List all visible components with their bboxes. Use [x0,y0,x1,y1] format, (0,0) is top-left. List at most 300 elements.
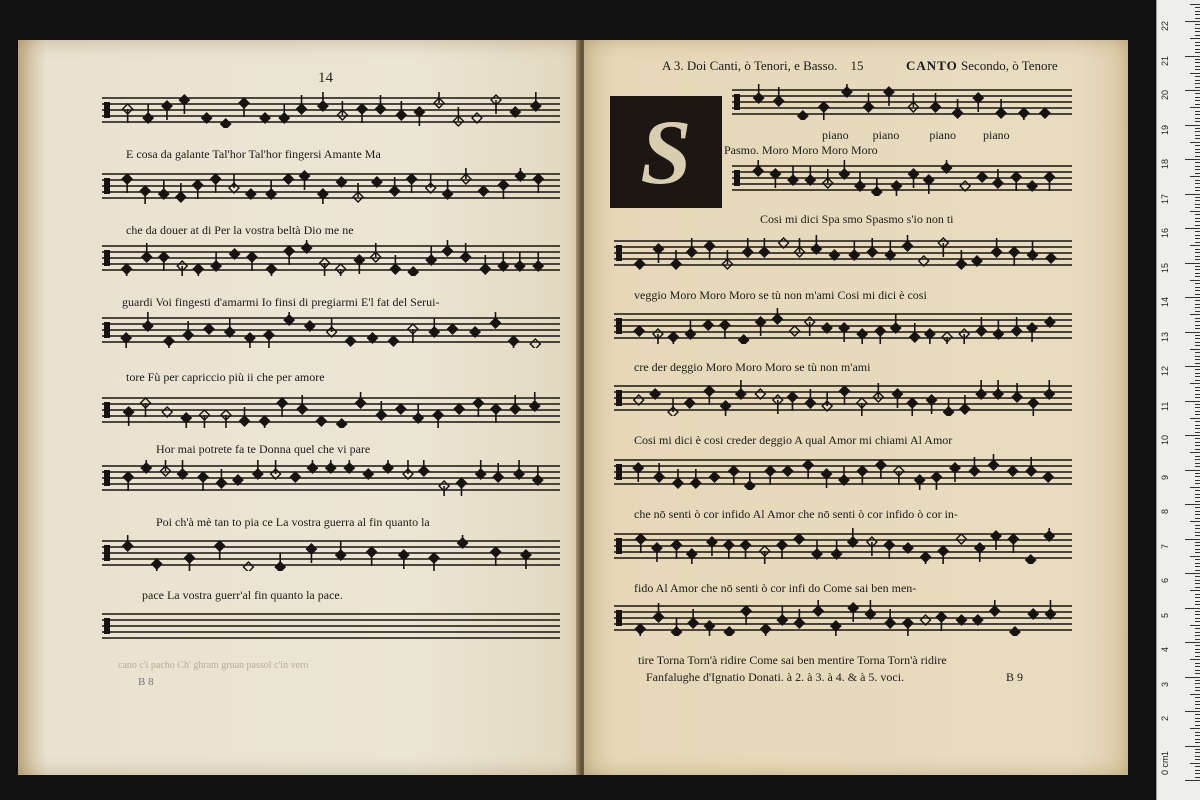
note-icon [473,398,483,417]
note-icon [754,84,764,103]
note-icon [921,552,931,564]
ruler-number: 17 [1160,193,1170,204]
ruler-tick [1195,614,1200,615]
note-icon [356,392,366,408]
note-icon [736,380,746,399]
ruler-tick [1190,142,1200,143]
ruler-tick [1185,746,1200,747]
ruler-tick [1195,356,1200,357]
ruler-tick [1195,456,1200,457]
clef-icon [104,322,110,338]
staff-1 [102,92,560,128]
note-icon [741,606,751,625]
ruler-tick [1195,266,1200,267]
note-icon [284,246,294,265]
ruler-tick [1185,539,1200,540]
ruler-tick [1195,618,1200,619]
note-icon [839,466,849,485]
ruler-tick [1195,549,1200,550]
ruler-tick [1195,152,1200,153]
note-icon [993,320,1003,339]
ruler-tick [1195,545,1200,546]
staff-r1 [732,84,1072,120]
note-icon [509,336,519,348]
lyric-line-4: tore Fù per capriccio più ii che per amore [126,370,325,384]
lyric-line-2: che da douer at di Per la vostra beltà Dio me ne [126,223,354,237]
ruler-tick [1195,45,1200,46]
note-icon [515,252,525,271]
note-icon [634,326,644,336]
ruler-tick [1195,342,1200,343]
note-icon [426,174,436,193]
left-signature: B 8 [138,676,154,688]
ruler-tick [1195,242,1200,243]
ruler-tick [1195,325,1200,326]
ruler-tick [1195,87,1200,88]
ruler-tick [1185,90,1200,91]
clef-icon [616,245,622,261]
note-icon [761,624,771,636]
ruler-tick [1195,587,1200,588]
note-icon [976,380,986,399]
ruler-tick [1195,683,1200,684]
lyric-line-1: E cosa da galante Tal'hor Tal'hor fingersi Amante Ma [126,147,381,161]
note-icon [872,178,882,196]
note-icon [936,612,946,631]
ruler-tick [1195,583,1200,584]
piano-3: piano [929,128,957,142]
note-icon [122,174,132,193]
ruler-tick [1195,708,1200,709]
note-icon [1044,528,1054,541]
staff-r7 [614,528,1072,564]
ruler-number: 19 [1160,124,1170,135]
staff-2 [102,168,560,204]
ruler-tick [1195,294,1200,295]
ruler-tick [1195,52,1200,53]
ruler-tick [1195,490,1200,491]
ruler-number: 6 [1160,577,1170,583]
ruler-tick [1185,366,1200,367]
piano-1: piano [822,128,849,142]
note-icon [530,339,540,348]
note-icon [788,166,798,185]
note-icon [277,398,287,417]
note-icon [875,326,885,344]
note-icon [990,600,1000,616]
ruler-tick [1195,93,1200,94]
ruler-tick [1195,438,1200,439]
ruler-tick [1195,635,1200,636]
ruler-tick [1195,225,1200,226]
ruler-tick [1195,645,1200,646]
note-icon [253,460,263,479]
ruler-tick [1195,169,1200,170]
ruler-tick [1195,335,1200,336]
ruler-tick [1195,276,1200,277]
initial-letter: S [640,101,692,203]
note-icon [267,264,277,276]
ruler-tick [1185,263,1200,264]
ruler-tick [1195,104,1200,105]
ruler-tick [1195,735,1200,736]
ruler-tick [1195,739,1200,740]
note-icon [279,104,289,123]
note-icon [1046,600,1056,619]
staff-r2 [732,160,1072,196]
note-icon [803,460,813,479]
clef-icon [734,94,740,110]
ruler-tick [1195,397,1200,398]
ruler-tick [1195,345,1200,346]
ruler-number: 8 [1160,508,1170,514]
note-icon [842,84,852,97]
ruler-tick [1195,721,1200,722]
note-icon [777,540,787,559]
ruler-tick [1195,183,1200,184]
lyric-line-r6: che nō senti ò cor infido Al Amor che nō senti ò cor infido ò cor in- [634,507,958,521]
ruler-tick [1195,570,1200,571]
note-icon [413,404,423,423]
note-icon [407,174,417,193]
ruler-tick [1195,576,1200,577]
note-icon [533,174,543,193]
note-icon [283,174,293,184]
note-icon [1028,398,1038,416]
note-icon [704,386,714,405]
ruler-number: 20 [1160,89,1170,100]
ruler-tick [1195,14,1200,15]
ruler-tick [1195,311,1200,312]
ruler-tick [1195,425,1200,426]
note-icon [327,318,337,337]
ruler-tick [1195,328,1200,329]
note-icon [433,410,443,428]
note-icon [448,324,458,334]
note-icon [1010,627,1020,636]
ruler-tick [1195,166,1200,167]
note-icon [783,466,793,476]
ruler-tick [1195,31,1200,32]
ruler-tick [1195,442,1200,443]
staff-6 [102,460,560,496]
note-icon [346,336,356,346]
ruler-tick [1190,314,1200,315]
note-icon [1008,466,1018,476]
running-head-text: A 3. Doi Canti, ò Tenori, e Basso. [662,58,838,73]
ruler-tick [1195,518,1200,519]
note-icon [123,472,133,491]
ruler-tick [1190,176,1200,177]
ruler-tick [1195,118,1200,119]
ruler-tick [1195,445,1200,446]
ruler-tick [1195,466,1200,467]
ruler-tick [1195,259,1200,260]
ruler-tick [1195,128,1200,129]
lyric-line-r3: veggio Moro Moro Moro se tù non m'ami Cosi mi dici è cosi [634,288,927,302]
ruler-tick [1195,380,1200,381]
note-icon [1028,241,1038,260]
part-heading [906,58,1058,74]
note-icon [885,241,895,260]
ruler-tick [1195,649,1200,650]
ruler-tick [1195,11,1200,12]
note-icon [514,460,524,479]
note-icon [1026,555,1036,564]
open-book [18,40,1128,775]
ruler-tick [1195,300,1200,301]
ruler-tick [1195,269,1200,270]
ruler-tick [1195,373,1200,374]
ruler-tick [1195,628,1200,629]
ruler-number: 5 [1160,612,1170,618]
note-icon [426,246,436,265]
note-icon [320,258,330,276]
ruler-tick [1195,359,1200,360]
ruler-tick [1195,701,1200,702]
ruler-tick [1195,594,1200,595]
ruler-tick [1195,459,1200,460]
decorated-initial [610,96,722,208]
right-page-number: 15 [850,58,864,73]
ruler-tick [1195,732,1200,733]
ruler-tick [1190,487,1200,488]
ruler-tick [1195,535,1200,536]
ruler-tick [1195,273,1200,274]
ruler-tick [1195,704,1200,705]
note-icon [993,380,1003,399]
ruler-number: 3 [1160,681,1170,687]
ruler-tick [1185,21,1200,22]
ruler-tick [1195,687,1200,688]
note-icon [672,618,682,636]
note-icon [344,460,354,473]
note-icon [822,392,832,411]
ruler-number: 14 [1160,296,1170,307]
ruler-number: 4 [1160,646,1170,652]
note-icon [1009,247,1019,266]
ruler-tick [1190,728,1200,729]
note-icon [357,104,367,123]
ruler-tick [1195,145,1200,146]
note-icon [531,92,541,111]
ruler-tick [1195,421,1200,422]
ruler-tick [1195,80,1200,81]
note-icon [458,535,468,548]
note-icon [1040,108,1050,118]
note-icon [812,540,822,559]
ruler-tick [1195,725,1200,726]
ruler-tick [1195,173,1200,174]
note-icon [491,547,501,566]
note-icon [1045,172,1055,191]
note-icon [403,460,413,479]
note-icon [123,535,133,551]
ruler-tick [1195,604,1200,605]
right-signature: B 9 [1006,670,1024,684]
ruler-tick [1195,83,1200,84]
note-icon [290,472,300,482]
note-icon [794,534,804,544]
part-heading-caps: CANTO [906,58,958,73]
ruler-tick [1195,18,1200,19]
note-icon [805,166,815,185]
ruler-tick [1195,759,1200,760]
note-icon [777,606,787,625]
note-icon [705,241,715,260]
note-icon [408,324,418,343]
note-icon [772,308,782,324]
note-icon [1019,108,1029,120]
note-icon [491,404,501,423]
note-icon [193,264,203,276]
ruler-tick [1195,749,1200,750]
ruler-tick [1195,59,1200,60]
ruler-tick [1190,38,1200,39]
note-icon [720,320,730,339]
note-icon [260,416,270,428]
note-icon [408,267,418,276]
ruler-tick [1195,290,1200,291]
note-icon [388,336,398,346]
ruler-tick [1190,280,1200,281]
ruler-tick [1190,625,1200,626]
ruler-tick [1195,670,1200,671]
note-icon [316,416,326,426]
ruler-number: 12 [1160,365,1170,376]
ruler-tick [1195,363,1200,364]
note-icon [185,553,195,571]
ruler-tick [1195,673,1200,674]
ruler-tick [1195,428,1200,429]
note-icon [819,102,829,120]
ruler-tick [1185,573,1200,574]
note-icon [703,320,713,330]
note-icon [855,172,865,191]
lyric-line-r2: Cosi mi dici Spa smo Spasmo s'io non ti [760,212,954,226]
ruler-tick [1185,677,1200,678]
ruler-tick [1195,449,1200,450]
ruler-tick [1195,525,1200,526]
note-icon [434,92,444,108]
note-icon [454,404,464,414]
ruler-tick [1185,435,1200,436]
note-icon [760,546,770,564]
note-icon [533,466,543,485]
note-icon [271,460,281,479]
ruler-tick [1195,100,1200,101]
note-icon [903,618,913,636]
ruler-tick [1195,511,1200,512]
ruler-tick [1195,656,1200,657]
note-icon [942,160,952,173]
note-icon [832,540,842,559]
ruler-tick [1195,414,1200,415]
ruler-number: 2 [1160,715,1170,721]
note-icon [729,466,739,485]
ruler-tick [1195,190,1200,191]
clef-icon [616,610,622,626]
note-icon [724,540,734,559]
clef-icon [104,470,110,486]
ruler-tick [1185,194,1200,195]
ruler-tick [1195,162,1200,163]
lyric-line-r4: cre der deggio Moro Moro Moro se tù non m'ami [634,360,871,374]
ruler-tick [1195,135,1200,136]
staff-r3 [614,235,1072,271]
staff-r6 [614,454,1072,490]
note-icon [266,180,276,199]
note-icon [848,528,858,547]
ruler-tick [1195,563,1200,564]
ruler-tick [1195,49,1200,50]
note-icon [839,160,849,179]
note-icon [798,111,808,120]
note-icon [635,259,645,269]
ruler-tick [1195,66,1200,67]
measuring-ruler [1156,0,1200,800]
ruler-tick [1185,642,1200,643]
note-icon [143,312,153,331]
note-icon [533,252,543,271]
ruler-tick [1195,390,1200,391]
note-icon [239,98,249,117]
note-icon [840,386,850,405]
ruler-tick [1195,235,1200,236]
ruler-tick [1195,28,1200,29]
staff-r4 [614,308,1072,344]
note-icon [857,466,867,485]
ruler-tick [1195,514,1200,515]
clef-icon [616,318,622,334]
staff-r8 [614,600,1072,636]
note-icon [876,460,886,479]
ruler-tick [1195,321,1200,322]
ruler-tick [1195,639,1200,640]
ruler-tick [1195,632,1200,633]
ruler-tick [1190,556,1200,557]
ruler-tick [1195,494,1200,495]
ruler-tick [1185,297,1200,298]
ruler-tick [1195,752,1200,753]
ruler-number: 9 [1160,474,1170,480]
ruler-tick [1195,404,1200,405]
ruler-tick [1195,7,1200,8]
clef-icon [104,545,110,561]
note-icon [745,472,755,490]
staff-3 [102,240,560,276]
note-icon [211,174,221,193]
ruler-tick [1195,214,1200,215]
note-icon [931,472,941,490]
note-icon [143,104,153,123]
ruler-number: 16 [1160,227,1170,238]
ruler-tick [1195,256,1200,257]
ruler-tick [1195,156,1200,157]
ruler-tick [1185,125,1200,126]
note-icon [443,240,453,256]
note-icon [498,252,508,271]
clef-icon [616,390,622,406]
note-icon [857,398,867,416]
ruler-tick [1195,387,1200,388]
clef-icon [104,402,110,418]
ruler-tick [1195,131,1200,132]
ruler-tick [1195,238,1200,239]
note-icon [894,466,904,485]
ruler-number: 22 [1160,20,1170,31]
note-icon [710,472,720,482]
